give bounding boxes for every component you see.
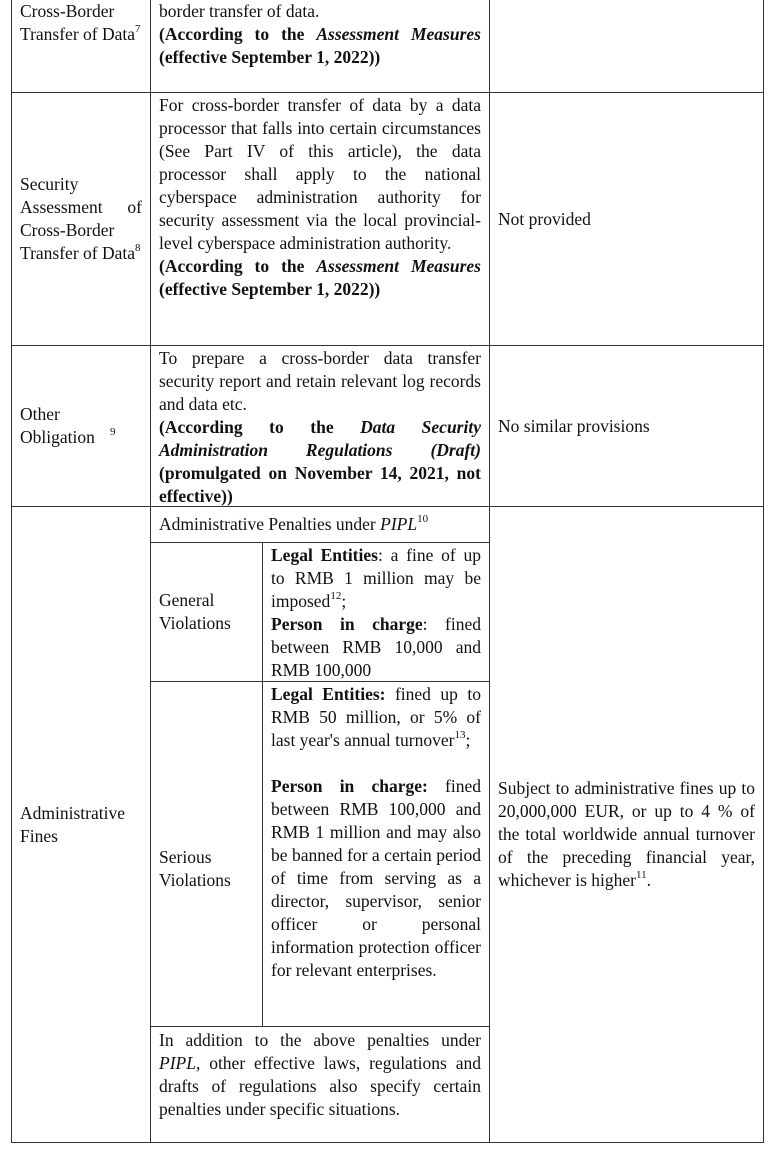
general-le-label: Legal Entities [271,545,378,565]
serious-pic-text: fined between RMB 100,000 and RMB 1 million and may also be banned for a certain period of time from serving as a director, supervisor, senior officer or personal information protection officer for relevant enterprises. [271,776,481,980]
penalties-header-italic: PIPL [380,514,418,534]
row1-label [12,0,150,92]
row3-footnote-ref: 9 [110,426,116,439]
serious-violations-label [151,682,262,1026]
table-border-bottom [11,1142,764,1143]
row4-label [12,507,150,1142]
general-pic-text: : fined between RMB 10,000 and RMB 100,000 [271,614,481,680]
row2-ref-prefix: (According to the [159,256,317,276]
row3-right [490,346,763,506]
row1-ref-suffix: (effective September 1, 2022)) [159,47,381,67]
penalties-header-footnote: 10 [417,513,429,526]
serious-le-label: Legal Entities: [271,684,386,704]
general-pic-label: Person in charge [271,614,423,634]
row2-right [490,93,763,345]
penalties-header-prefix: Administrative Penalties under [159,514,381,534]
row1-content [151,0,489,92]
row4-right-end: . [646,870,651,890]
row1-label-text: Cross-Border Transfer of Data [20,1,136,44]
footer-note-italic: PIPL [159,1053,196,1073]
serious-le-footnote: 13 [454,729,466,742]
general-violations-label-text: General Violations [159,590,231,633]
row2-content [151,93,489,345]
row3-content [151,346,489,506]
row1-footnote-ref: 7 [135,23,141,36]
serious-le-end: ; [465,730,471,750]
row2-footnote-ref: 8 [135,242,141,255]
general-le-footnote: 12 [330,590,342,603]
table-border-right [763,0,764,1143]
row4-footer-note [151,1027,489,1142]
footer-note-prefix: In addition to the above penalties under [159,1030,481,1050]
row2-text: For cross-border transfer of data by a data processor that falls into certain circumstances (See Part IV of this article), the data processor shall apply to the national cyberspace administration authority for security assessment via the local provincial-level cyberspace administration authority. [159,95,481,253]
serious-violations-label-text: Serious Violations [159,847,231,890]
row4-right-footnote: 11 [636,869,647,882]
serious-pic-label: Person in charge: [271,776,428,796]
row3-label [12,346,150,506]
row3-ref-prefix: (According to the [159,417,361,437]
row2-label-text: Security Assessment of Cross-Border Transfer of Data [20,174,142,263]
row3-label-text: Other Obligation [20,404,95,447]
row1-right [490,0,763,92]
row1-text: border transfer of data. [159,1,320,21]
row4-right [490,507,763,1142]
row1-ref-italic: Assessment Measures [316,24,481,44]
serious-violations-content [263,682,489,1026]
row3-text: To prepare a cross-border data transfer security report and retain relevant log records and data etc. [159,348,481,414]
row2-ref-suffix: (effective September 1, 2022)) [159,279,381,299]
row4-penalties-header [151,507,489,542]
row3-right-text: No similar provisions [498,415,650,436]
general-le-end: ; [341,591,347,611]
general-le-text: : a fine of up to RMB 1 million may be imposed [271,545,481,611]
row2-ref-italic: Assessment Measures [316,256,481,276]
row4-label-text: Administrative Fines [20,802,125,846]
row1-ref-prefix: (According to the [159,24,317,44]
general-violations-label [151,543,262,681]
row3-ref-italic: Data Security Administration Regulations (Draft) [159,417,481,460]
serious-le-text: fined up to RMB 50 million, or 5% of last year's annual turnover [271,684,481,750]
general-violations-content [263,543,489,681]
row2-label [12,93,150,345]
row2-right-text: Not provided [498,208,591,229]
row3-ref-suffix: (promulgated on November 14, 2021, not effective)) [159,463,481,506]
footer-note-suffix: , other effective laws, regulations and drafts of regulations also specify certain penalties under specific situations. [159,1053,481,1119]
row4-right-text: Subject to administrative fines up to 20,000,000 EUR, or up to 4 % of the total worldwide annual turnover of the preceding financial year, whichever is higher [498,778,755,890]
